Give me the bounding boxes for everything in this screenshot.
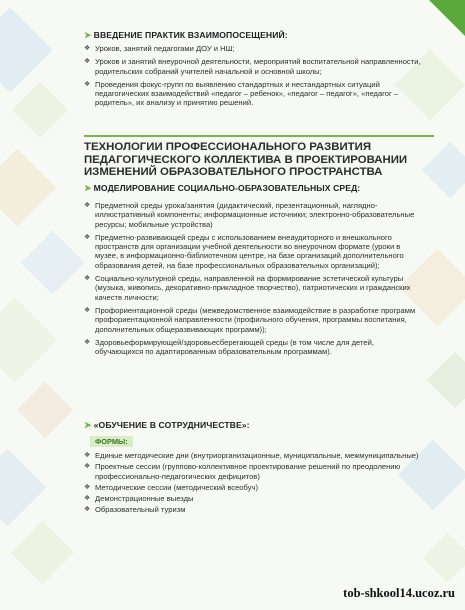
diamond-bullet-icon: ❖ [84, 80, 91, 88]
diamond-bullet-icon: ❖ [84, 58, 91, 66]
site-watermark: tob-shkool14.ucoz.ru [343, 586, 455, 600]
diamond-bullet-icon: ❖ [84, 202, 91, 209]
arrow-marker-icon: ➤ [84, 420, 92, 430]
list-item: ❖ Социально-культурной среды, направленной на формирование эстетической культуры (музыка, живопись, декоративно-прикладное творчество), патриотических и гражданских качеств личности; [84, 274, 411, 302]
list-item: ❖ Методические сессии (методический всеобуч) [84, 482, 258, 492]
diamond-bullet-icon: ❖ [84, 483, 91, 491]
forms-label: ФОРМЫ: [90, 436, 133, 447]
list-item: ❖ Проведения фокус-групп по выявлению стандартных и нестандартных ситуаций педагогических взаимодействий «педагог – ребенок», «педагог – педагог», «педагог – родитель», их анализу и принятию решений. [84, 79, 399, 108]
diamond-bullet-icon: ❖ [84, 463, 91, 471]
list-item: ❖ Предметно-развивающей среды с использованием внеаудиторного и внешкольного пространств для организации учебной деятельности во внеурочном формате (уроки в музее, в информационно-библиотечном центре, на базе организаций дополнительного образования детей, на базе профессиональных образовательных организаций); [84, 232, 404, 270]
list-environments [84, 201, 424, 360]
list-item: ❖ Профориентационной среды (межведомственное взаимодействие в разработке программ профориентационной направленности (профильного обучения, программы воспитания, дополнительных общеразвивающих программ)); [84, 305, 416, 334]
arrow-marker-icon: ➤ [84, 183, 92, 193]
diamond-bullet-icon: ❖ [84, 338, 91, 346]
list-item: ❖ Демонстрационные выезды [84, 494, 194, 504]
section-heading-cooperation: ➤ «ОБУЧЕНИЕ В СОТРУДНИЧЕСТВЕ»: [84, 420, 250, 430]
diamond-bullet-icon: ❖ [84, 233, 91, 241]
diamond-bullet-icon: ❖ [84, 45, 91, 52]
list-item: ❖ Проектные сессии (группово-коллективное проектирование решений по преодолению профессионально-педагогических дефицитов) [84, 462, 401, 481]
list-item: ❖ Уроков, занятий педагогами ДОУ и НШ; [84, 44, 235, 53]
diamond-bullet-icon: ❖ [84, 275, 91, 283]
divider [84, 135, 434, 137]
list-item: ❖ Образовательный туризм [84, 505, 186, 515]
list-item: ❖ Единые методические дни (внутриорганизационные, муниципальные, межмуниципальные) [84, 451, 419, 460]
list-cooperation-forms [84, 451, 424, 517]
diamond-bullet-icon: ❖ [84, 495, 91, 503]
list-item: ❖ Уроков и занятий внеурочной деятельности, мероприятий воспитательной направленности, родительских собраний учителей начальной и основной школы; [84, 57, 421, 76]
diamond-bullet-icon: ❖ [84, 306, 91, 314]
list-item: ❖ Предметной среды урока/занятия (дидактический, презентационный, наглядно-иллюстративный компоненты; информационные источники; электронно-образовательные ресурсы; мобильные устройства) [84, 201, 415, 229]
list-item: ❖ Здоровьеформирующей/здоровьесберегающей среды (в том числе для детей, обучающихся по адаптированным образовательным программам). [84, 337, 374, 357]
section-heading-environments: ➤ МОДЕЛИРОВАНИЕ СОЦИАЛЬНО-ОБРАЗОВАТЕЛЬНЫХ СРЕД: [84, 183, 361, 193]
diamond-bullet-icon: ❖ [84, 452, 91, 459]
page-title: ТЕХНОЛОГИИ ПРОФЕССИОНАЛЬНОГО РАЗВИТИЯ ПЕДАГОГИЧЕСКОГО КОЛЛЕКТИВА В ПРОЕКТИРОВАНИИ ИЗМЕНЕНИЙ ОБРАЗОВАТЕЛЬНОГО ПРОСТРАНСТВА [84, 141, 408, 179]
section-heading-mutual-visits: ➤ ВВЕДЕНИЕ ПРАКТИК ВЗАИМОПОСЕЩЕНИЙ: [84, 30, 288, 40]
list-mutual-visits [84, 44, 424, 112]
diamond-bullet-icon: ❖ [84, 506, 91, 514]
arrow-marker-icon: ➤ [84, 30, 92, 40]
